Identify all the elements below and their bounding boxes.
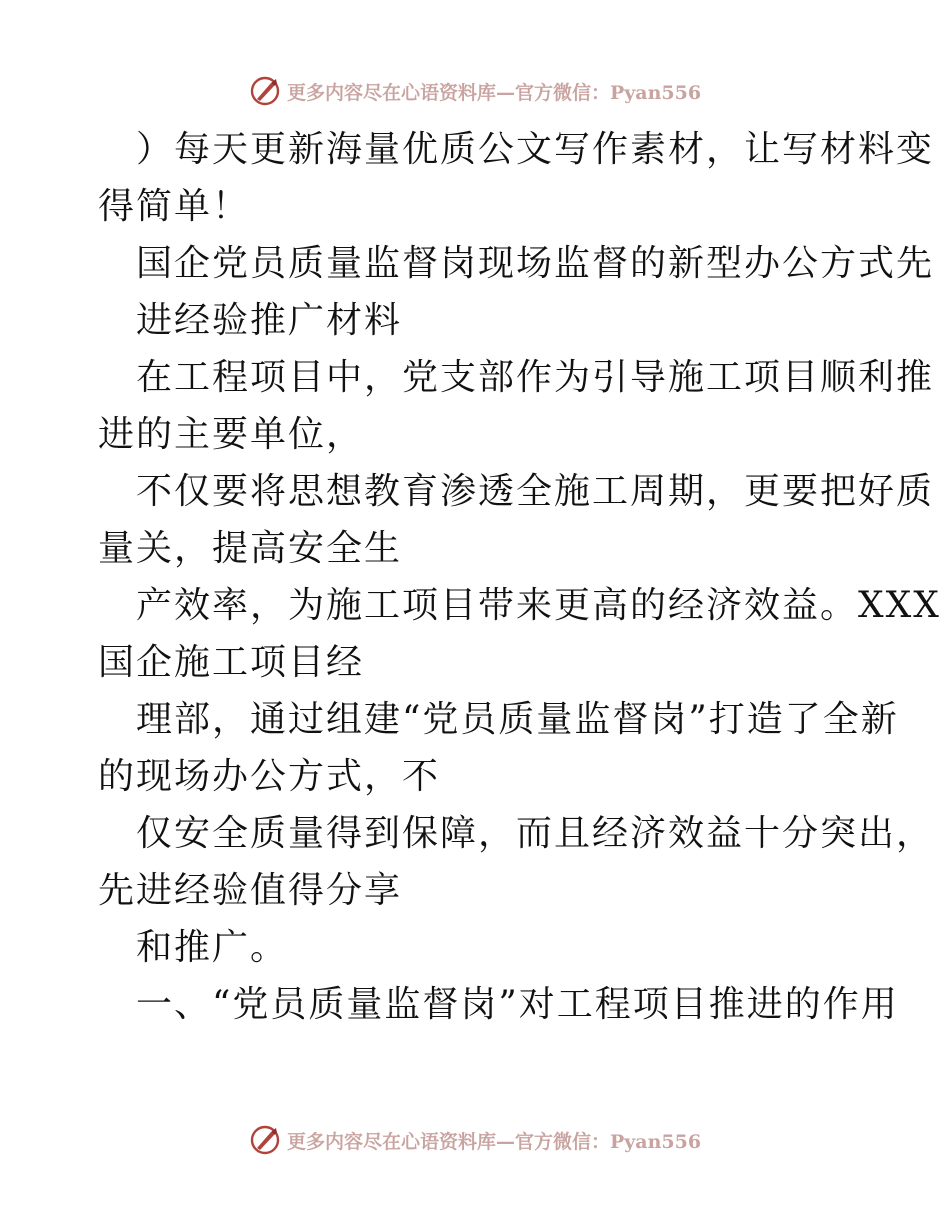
banner-text: 更多内容尽在心语资料库—官方微信：Pyan556 bbox=[286, 81, 702, 104]
page-header-banner bbox=[0, 71, 950, 111]
page-footer-banner bbox=[0, 1120, 950, 1160]
section-heading-line: 一、“党员质量监督岗”对工程项目推进的作用 bbox=[136, 984, 899, 1025]
text-line: 先进经验值得分享 bbox=[98, 870, 403, 911]
document-title-line: 进经验推广材料 bbox=[136, 300, 403, 341]
text-line: 得简单！ bbox=[98, 186, 251, 227]
text-line: 不仅要将思想教育渗透全施工周期，更要把好质 bbox=[136, 471, 935, 512]
text-line: 的现场办公方式，不 bbox=[98, 756, 441, 797]
text-line: 进的主要单位， bbox=[98, 414, 365, 455]
text-line: 理部，通过组建“党员质量监督岗”打造了全新 bbox=[136, 699, 899, 740]
document-body bbox=[98, 121, 941, 1033]
banner-text: 更多内容尽在心语资料库—官方微信：Pyan556 bbox=[286, 1130, 702, 1153]
text-line: 仅安全质量得到保障，而且经济效益十分突出， bbox=[136, 813, 935, 854]
text-line: 和推广。 bbox=[136, 927, 289, 968]
text-line: 在工程项目中，党支部作为引导施工项目顺利推 bbox=[136, 357, 935, 398]
text-line: 量关，提高安全生 bbox=[98, 528, 403, 569]
quill-pen-circle-icon bbox=[249, 75, 281, 107]
quill-pen-circle-icon bbox=[249, 1124, 281, 1156]
document-title-line: 国企党员质量监督岗现场监督的新型办公方式先 bbox=[136, 243, 935, 284]
text-line: ）每天更新海量优质公文写作素材，让写材料变 bbox=[136, 129, 935, 170]
text-line: 产效率，为施工项目带来更高的经济效益。XXX bbox=[136, 585, 941, 626]
text-line: 国企施工项目经 bbox=[98, 642, 365, 683]
